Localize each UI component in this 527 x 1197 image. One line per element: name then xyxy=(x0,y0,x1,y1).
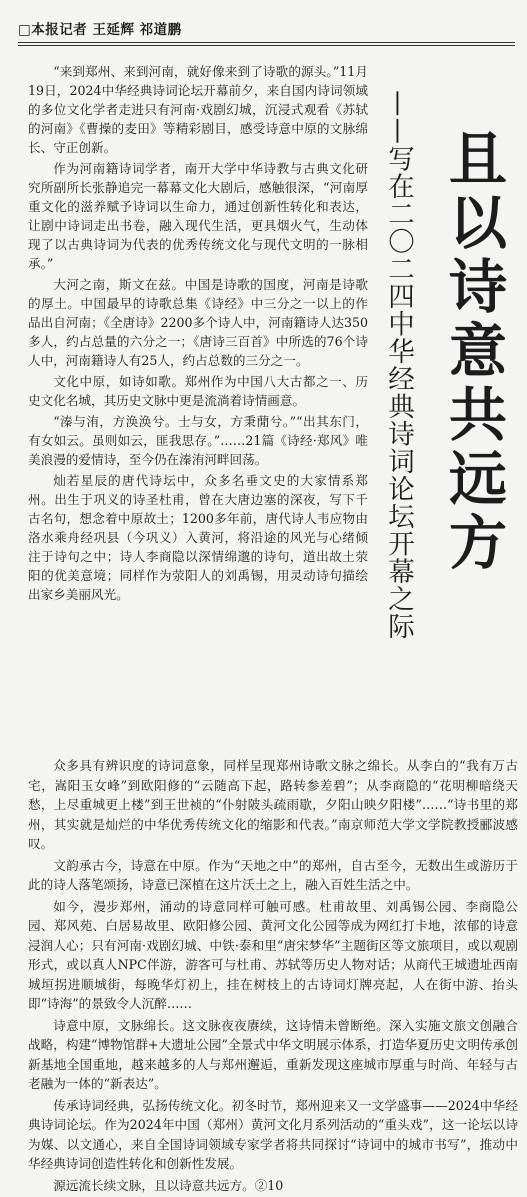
byline: □本报记者 王延辉 祁道鹏 xyxy=(18,22,182,38)
paragraph: 源远流长续文脉，且以诗意共远方。②10 xyxy=(53,1177,284,1193)
paragraph: 文化中原，如诗如歌。郑州作为中国八大古都之一、历史文化名城，其历史文脉中更是流淌着诗情画意。 xyxy=(28,374,368,408)
subheadline: ——写在二〇二四中华经典诗词论坛开幕之际 xyxy=(383,90,414,640)
article-body-wide-column xyxy=(28,756,518,1197)
paragraph: 传承诗词经典，弘扬传统文化。初冬时节，郑州迎来又一文学盛事——2024中华经典诗词论坛。作为2024年中国（郑州）黄河文化月系列活动的“重头戏”，这一论坛以诗为媒、以文通心，来自全国诗词领域专家学者将共同探讨“诗词中的城市书写”，推动中华经典诗词创造性转化和创新性发展。 xyxy=(28,1097,518,1171)
paragraph: 如今，漫步郑州，涌动的诗意同样可触可感。杜甫故里、刘禹锡公园、李商隐公园、郑风苑、白居易故里、欧阳修公园、黄河文化公园等成为网红打卡地，浓郁的诗意浸润人心；只有河南·戏剧幻城、中铁·泰和里“唐宋梦华”主题街区等文旅项目，或以观剧形式，或以真人NPC伴游，游客可与杜甫、苏轼等历史人物对话；从商代王城遗址西南城垣拐进顺城街，每晚华灯初上，挂在树枝上的古诗词灯牌亮起，人在街中游、抬头即“诗海”的景致令人沉醉…… xyxy=(28,898,518,1011)
paragraph: 诗意中原，文脉绵长。这文脉夜夜赓续，这诗情未曾断绝。深入实施文旅文创融合战略，构建“博物馆群+大遗址公园”全景式中华文明展示体系，打造华夏历史文明传承创新基地全国重地，越来越多的人与郑州邂逅，重新发现这座城市厚重与时尚、年轻与古老融为一体的“新表达”。 xyxy=(28,1017,518,1091)
paragraph: 灿若星辰的唐代诗坛中，众多名垂文史的大家情系郑州。出生于巩义的诗圣杜甫，曾在大唐边塞的深夜，写下千古名句，想念着中原故土；1200多年前，唐代诗人韦应物由洛水乘舟经巩县（今巩义）入黄河，将沿途的风光与心绪倾注于诗句之中；诗人李商隐以深情绵邈的诗句，道出故土荥阳的优美意境；同样作为荥阳人的刘禹锡，用灵动诗句描绘出家乡美丽风光。 xyxy=(28,473,368,602)
paragraph: 作为河南籍诗词学者，南开大学中华诗教与古典文化研究所副所长张静追完一幕幕文化大剧后，感触很深，“河南厚重文化的滋养赋予诗词以生命力，通过创新性转化和表达，让剧中诗词走出书卷，融入现代生活，更具烟火气，生动体现了以古典诗词为代表的优秀传统文化与现代文明的一脉相承。” xyxy=(28,161,368,271)
paragraph: 文韵承古今，诗意在中原。作为“天地之中”的郑州，自古至今，无数出生或游历于此的诗人落笔颂扬，诗意已深植在这片沃土之上，融入百姓生活之中。 xyxy=(28,857,518,892)
paragraph: 大河之南，斯文在兹。中国是诗歌的国度，河南是诗歌的厚土。中国最早的诗歌总集《诗经》中三分之一以上的作品出自河南；《全唐诗》2200多个诗人中，河南籍诗人达350多人，约占总量的六分之一；《唐诗三百首》中所选的76个诗人中，河南籍诗人有25人，约占总数的三分之一。 xyxy=(28,277,368,368)
headline: 且以诗意共远方 xyxy=(439,128,507,576)
paragraph: “溱与洧，方涣涣兮。士与女，方秉蕑兮。”“出其东门，有女如云。虽则如云，匪我思存。”……21篇《诗经·郑风》唯美浪漫的爱情诗，至今仍在溱洧河畔回荡。 xyxy=(28,414,368,467)
header-rule xyxy=(18,42,515,43)
article-body-narrow-column xyxy=(28,62,368,606)
paragraph: 众多具有辨识度的诗词意象，同样呈现郑州诗歌文脉之绵长。从李白的“我有万古宅，嵩阳玉女峰”到欧阳修的“云随高下起，路转参差碧”；从李商隐的“花明柳暗绕天愁，上尽重城更上楼”到王世祯的“仆射陂头疏雨歇，夕阳山映夕阳楼”……“诗书里的郑州，其实就是灿烂的中华优秀传统文化的缩影和代表。”南京师范大学文学院教授郦波感叹。 xyxy=(28,758,518,851)
paragraph: “来到郑州、来到河南，就好像来到了诗歌的源头。”11月19日，2024中华经典诗词论坛开幕前夕，来自国内诗词领域的多位文化学者走进只有河南·戏剧幻城，沉浸式观看《苏轼的河南》《曹操的麦田》等精彩剧目，感受诗意中原的文脉绵长、守正创新。 xyxy=(28,64,368,155)
header-rule-secondary xyxy=(18,45,515,46)
